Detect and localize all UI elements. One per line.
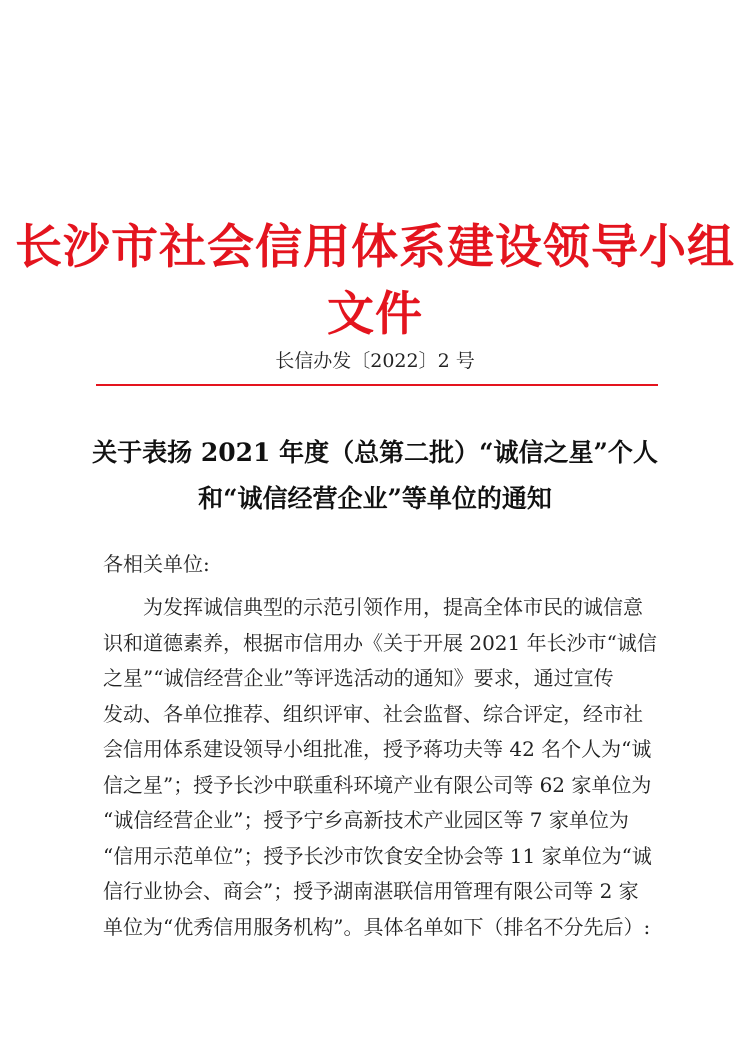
- body-line: 为发挥诚信典型的示范引领作用，提高全体市民的诚信意: [143, 595, 643, 619]
- body-line: 信之星”；授予长沙中联重科环境产业有限公司等 62 家单位为: [103, 772, 652, 797]
- notice-title: [90, 430, 660, 522]
- body-line: 单位为“优秀信用服务机构”。具体名单如下（排名不分先后）:: [103, 914, 651, 939]
- notice-title-line-2: 和“诚信经营企业”等单位的通知: [198, 484, 552, 513]
- body-line: “诚信经营企业”；授予宁乡高新技术产业园区等 7 家单位为: [103, 808, 629, 832]
- document-header-title: 长沙市社会信用体系建设领导小组文件: [15, 220, 735, 342]
- document-number: 长信办发〔2022〕2 号: [275, 350, 475, 372]
- notice-title-line-1: 关于表扬 2021 年度（总第二批）“诚信之星”个人: [92, 438, 658, 467]
- salutation: 各相关单位:: [103, 552, 210, 576]
- body-line: 发动、各单位推荐、组织评审、社会监督、综合评定，经市社: [103, 701, 643, 726]
- body-line: 会信用体系建设领导小组批准，授予蒋功夫等 42 名个人为“诚: [103, 737, 652, 761]
- body-paragraph: [103, 590, 665, 945]
- body-line: 之星”“诚信经营企业”等评选活动的通知》要求，通过宣传: [103, 666, 614, 690]
- body-line: “信用示范单位”；授予长沙市饮食安全协会等 11 家单位为“诚: [103, 843, 652, 868]
- red-divider: [96, 384, 658, 386]
- body-line: 信行业协会、商会”；授予湖南湛联信用管理有限公司等 2 家: [103, 879, 639, 903]
- body-line: 识和道德素养，根据市信用办《关于开展 2021 年长沙市“诚信: [103, 630, 657, 655]
